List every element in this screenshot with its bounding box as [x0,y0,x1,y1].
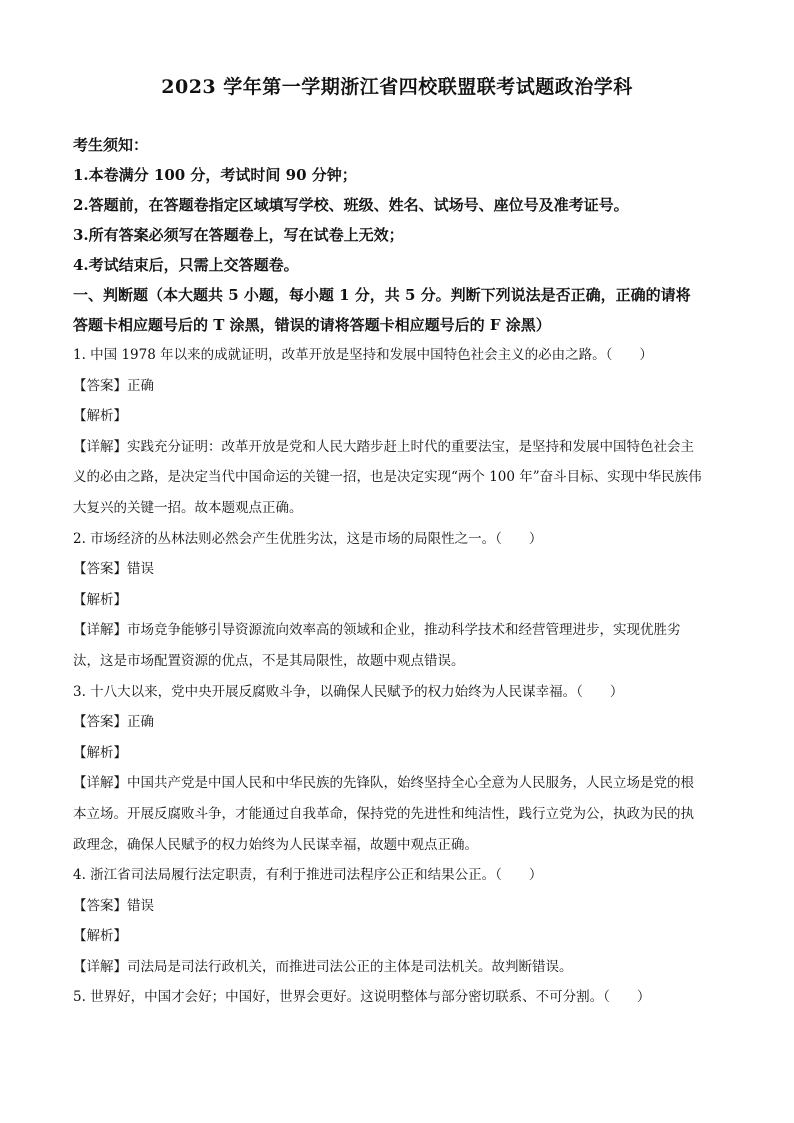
detail-line: 义的必由之路，是决定当代中国命运的关键一招，也是决定实现“两个 100 年”奋斗目标、实现中华民族伟 [73,469,702,486]
detail-line: 本立场。开展反腐败斗争，才能通过自我革命，保持党的先进性和纯洁性，践行立党为公，执政为民的执 [73,805,694,822]
detail-line [73,768,723,799]
detail-line [73,615,723,646]
analysis-label: 【解析】 [73,591,127,608]
notice-item: 4.考试结束后，只需上交答题卷。 [73,256,299,274]
answer-label: 【答案】 [73,561,127,578]
answer-label: 【答案】 [73,714,127,731]
analysis-label: 【解析】 [73,928,127,945]
answer-label: 【答案】 [73,377,127,394]
answer-row [73,371,723,402]
section-header: 答题卡相应题号后的 T 涂黑，错误的请将答题卡相应题号后的 F 涂黑） [73,316,551,334]
answer-row [73,707,723,738]
analysis-label: 【解析】 [73,744,127,761]
answer-value: 正确 [127,714,154,731]
detail-label: 【详解】 [73,775,127,792]
answer-value: 错误 [127,897,154,914]
notice-item: 3.所有答案必须写在答题卷上，写在试卷上无效； [73,226,404,244]
answer-value: 错误 [127,561,154,578]
detail-text: 中国共产党是中国人民和中华民族的先锋队，始终坚持全心全意为人民服务，人民立场是党的根 [127,775,694,792]
answer-value: 正确 [127,377,154,394]
detail-label: 【详解】 [73,622,127,639]
page-title: 2023 学年第一学期浙江省四校联盟联考试题政治学科 [161,76,633,98]
detail-line: 政理念，确保人民赋予的权力始终为人民谋幸福，故题中观点正确。 [73,836,478,853]
detail-line: 大复兴的关键一招。故本题观点正确。 [73,499,303,516]
detail-text: 司法局是司法行政机关，而推进司法公正的主体是司法机关。故判断错误。 [127,958,573,975]
notice-item: 2.答题前，在答题卷指定区域填写学校、班级、姓名、试场号、座位号及准考证号。 [73,196,629,214]
question-1: 1. 中国 1978 年以来的成就证明，改革开放是坚持和发展中国特色社会主义的必由之路。（ ） [73,347,653,363]
question-5: 5. 世界好，中国才会好；中国好，世界会更好。这说明整体与部分密切联系、不可分割。（ ） [73,989,651,1006]
notice-item: 1.本卷满分 100 分，考试时间 90 分钟； [73,166,357,184]
answer-row [73,554,723,585]
question-3: 3. 十八大以来，党中央开展反腐败斗争，以确保人民赋予的权力始终为人民谋幸福。（ ） [73,683,624,700]
detail-text: 市场竞争能够引导资源流向效率高的领域和企业，推动科学技术和经营管理进步，实现优胜劣 [127,622,681,639]
analysis-label: 【解析】 [73,408,127,425]
detail-label: 【详解】 [73,958,127,975]
detail-label: 【详解】 [73,438,127,455]
answer-label: 【答案】 [73,897,127,914]
question-2: 2. 市场经济的丛林法则必然会产生优胜劣汰，这是市场的局限性之一。（ ） [73,530,543,547]
detail-line: 汰，这是市场配置资源的优点，不是其局限性，故题中观点错误。 [73,652,465,669]
notice-heading: 考生须知： [73,136,149,154]
detail-line [73,432,723,463]
detail-text: 实践充分证明：改革开放是党和人民大踏步赶上时代的重要法宝，是坚持和发展中国特色社会主 [127,438,694,455]
question-4: 4. 浙江省司法局履行法定职责，有利于推进司法程序公正和结果公正。（ ） [73,867,543,884]
section-header: 一、判断题（本大题共 5 小题，每小题 1 分，共 5 分。判断下列说法是否正确，正确的请将 [73,286,691,304]
exam-content [73,130,723,1013]
detail-line [73,952,723,983]
answer-row [73,891,723,922]
